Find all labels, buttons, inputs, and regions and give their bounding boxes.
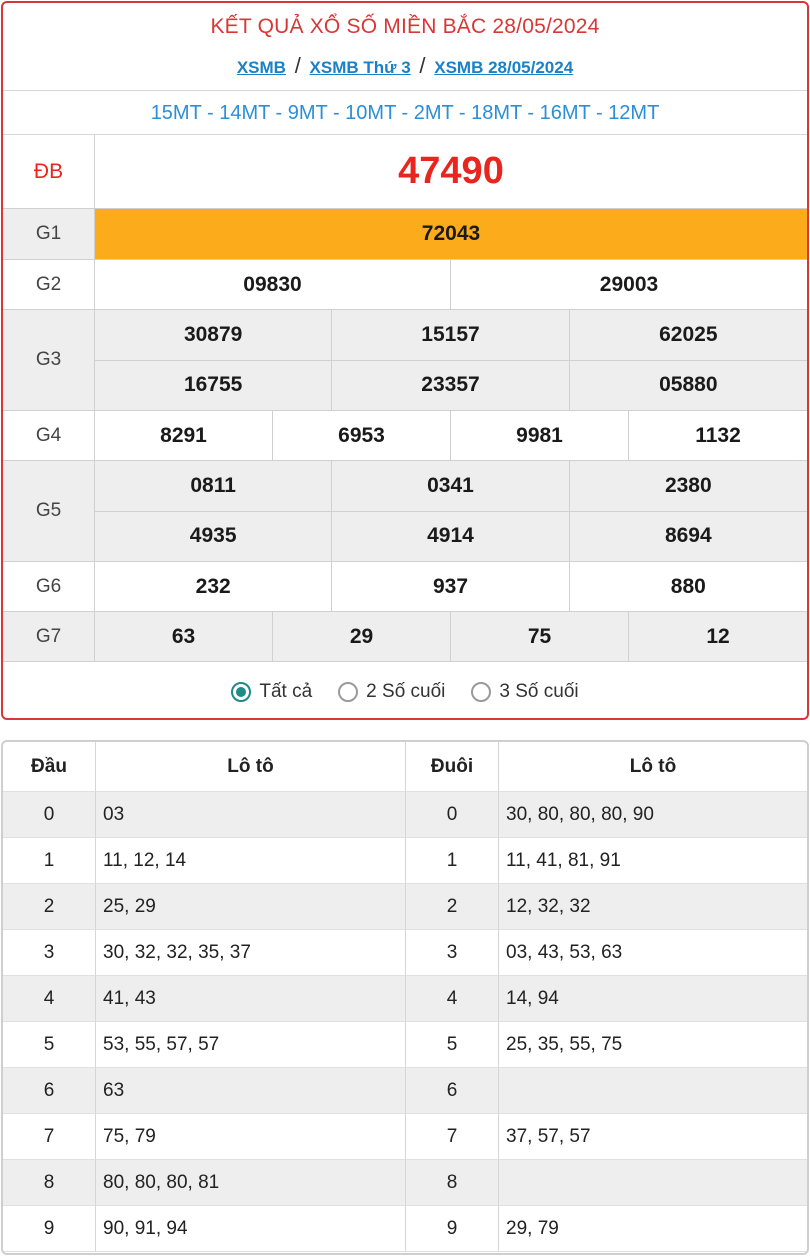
filter-last2-option[interactable] xyxy=(338,681,445,703)
prize-number: 75 xyxy=(451,612,629,661)
dau-loto-values: 25, 29 xyxy=(96,884,406,930)
prize-number: 0341 xyxy=(332,461,569,512)
duoi-digit: 9 xyxy=(406,1206,499,1252)
dau-digit: 0 xyxy=(3,792,96,838)
prize-codes: 15MT - 14MT - 9MT - 10MT - 2MT - 18MT - 16MT - 12MT xyxy=(3,91,807,135)
duoi-digit: 0 xyxy=(406,792,499,838)
duoi-loto-values: 25, 35, 55, 75 xyxy=(499,1022,807,1068)
prize-row-g5 xyxy=(3,461,807,562)
prize-number: 23357 xyxy=(332,361,569,411)
prize-number: 29003 xyxy=(599,272,659,296)
duoi-digit: 1 xyxy=(406,838,499,884)
prize-number: 4914 xyxy=(332,512,569,562)
duoi-digit: 7 xyxy=(406,1114,499,1160)
prize-row-g4 xyxy=(3,411,807,461)
dau-digit: 7 xyxy=(3,1114,96,1160)
dau-loto-values: 80, 80, 80, 81 xyxy=(96,1160,406,1206)
loto-grid xyxy=(3,742,807,1252)
dau-digit: 1 xyxy=(3,838,96,884)
filter-last3-label: 3 Số cuối xyxy=(499,680,579,702)
breadcrumb-xsmb-link[interactable]: XSMB xyxy=(236,58,286,77)
dau-loto-values: 03 xyxy=(96,792,406,838)
duoi-digit: 4 xyxy=(406,976,499,1022)
prize-number: 72043 xyxy=(95,209,807,259)
prize-label-db: ĐB xyxy=(3,135,95,208)
prize-label-g1: G1 xyxy=(3,209,95,259)
dau-digit: 3 xyxy=(3,930,96,976)
prize-number: 16755 xyxy=(95,361,332,411)
prize-number: 12 xyxy=(706,624,730,648)
dau-loto-values: 75, 79 xyxy=(96,1114,406,1160)
prize-number: 4935 xyxy=(95,512,332,562)
prize-number: 29 xyxy=(273,612,451,661)
prize-row-g6 xyxy=(3,562,807,612)
radio-icon[interactable] xyxy=(471,682,491,702)
duoi-digit: 8 xyxy=(406,1160,499,1206)
duoi-digit: 6 xyxy=(406,1068,499,1114)
duoi-digit: 5 xyxy=(406,1022,499,1068)
duoi-loto-values: 12, 32, 32 xyxy=(499,884,807,930)
duoi-digit: 2 xyxy=(406,884,499,930)
prize-number: 09830 xyxy=(95,260,451,309)
breadcrumb-separator: / xyxy=(419,53,426,78)
prize-label-g3: G3 xyxy=(3,310,95,410)
dau-digit: 9 xyxy=(3,1206,96,1252)
dau-digit: 6 xyxy=(3,1068,96,1114)
results-header xyxy=(3,3,807,91)
prize-row-g1 xyxy=(3,209,807,260)
prize-number: 05880 xyxy=(659,373,718,397)
prize-label-g2: G2 xyxy=(3,260,95,309)
prize-label-g5: G5 xyxy=(3,461,95,561)
prize-row-db xyxy=(3,135,807,209)
prize-number: 8291 xyxy=(95,411,273,460)
breadcrumb-xsmb-date-link[interactable]: XSMB 28/05/2024 xyxy=(434,58,574,77)
dau-loto-values: 90, 91, 94 xyxy=(96,1206,406,1252)
filter-last2-label: 2 Số cuối xyxy=(366,680,446,702)
prize-number: 880 xyxy=(670,574,706,598)
column-header-loto: Lô tô xyxy=(96,742,406,792)
dau-loto-values: 41, 43 xyxy=(96,976,406,1022)
duoi-loto-values: 29, 79 xyxy=(499,1206,807,1252)
dau-digit: 8 xyxy=(3,1160,96,1206)
duoi-loto-values xyxy=(499,1068,807,1114)
dau-loto-values: 11, 12, 14 xyxy=(96,838,406,884)
dau-digit: 4 xyxy=(3,976,96,1022)
column-header-duoi: Đuôi xyxy=(406,742,499,792)
prize-label-g7: G7 xyxy=(3,612,95,661)
prize-number: 9981 xyxy=(451,411,629,460)
column-header-dau: Đầu xyxy=(3,742,96,792)
duoi-loto-values: 37, 57, 57 xyxy=(499,1114,807,1160)
dau-loto-values: 30, 32, 32, 35, 37 xyxy=(96,930,406,976)
dau-loto-values: 53, 55, 57, 57 xyxy=(96,1022,406,1068)
breadcrumb xyxy=(3,53,807,79)
prize-number: 937 xyxy=(332,562,569,611)
results-card xyxy=(1,1,809,720)
prize-row-g2 xyxy=(3,260,807,310)
special-prize-number: 47490 xyxy=(398,150,504,192)
column-header-loto: Lô tô xyxy=(499,742,807,792)
prize-number: 30879 xyxy=(95,310,332,361)
breadcrumb-separator: / xyxy=(294,53,301,78)
duoi-loto-values: 30, 80, 80, 80, 90 xyxy=(499,792,807,838)
digit-filter xyxy=(3,662,807,720)
radio-selected-icon[interactable] xyxy=(231,682,251,702)
prize-number: 62025 xyxy=(570,310,807,361)
dau-loto-values: 63 xyxy=(96,1068,406,1114)
prize-row-g3 xyxy=(3,310,807,411)
prize-number: 232 xyxy=(95,562,332,611)
duoi-digit: 3 xyxy=(406,930,499,976)
breadcrumb-xsmb-thu3-link[interactable]: XSMB Thứ 3 xyxy=(309,58,411,77)
page-title: KẾT QUẢ XỔ SỐ MIỀN BẮC 28/05/2024 xyxy=(210,15,600,38)
filter-last3-option[interactable] xyxy=(471,681,578,703)
loto-table xyxy=(1,740,809,1255)
prize-number: 15157 xyxy=(332,310,569,361)
prize-number: 63 xyxy=(95,612,273,661)
prize-number: 6953 xyxy=(273,411,451,460)
filter-all-option[interactable] xyxy=(231,681,312,703)
duoi-loto-values: 03, 43, 53, 63 xyxy=(499,930,807,976)
dau-digit: 5 xyxy=(3,1022,96,1068)
prize-label-g4: G4 xyxy=(3,411,95,460)
duoi-loto-values: 11, 41, 81, 91 xyxy=(499,838,807,884)
prize-label-g6: G6 xyxy=(3,562,95,611)
prize-number: 8694 xyxy=(664,524,712,548)
prize-number: 1132 xyxy=(695,423,741,447)
radio-icon[interactable] xyxy=(338,682,358,702)
dau-digit: 2 xyxy=(3,884,96,930)
prize-number: 2380 xyxy=(570,461,807,512)
prize-row-g7 xyxy=(3,612,807,662)
prize-number: 0811 xyxy=(95,461,332,512)
filter-all-label: Tất cả xyxy=(259,680,313,702)
duoi-loto-values xyxy=(499,1160,807,1206)
duoi-loto-values: 14, 94 xyxy=(499,976,807,1022)
